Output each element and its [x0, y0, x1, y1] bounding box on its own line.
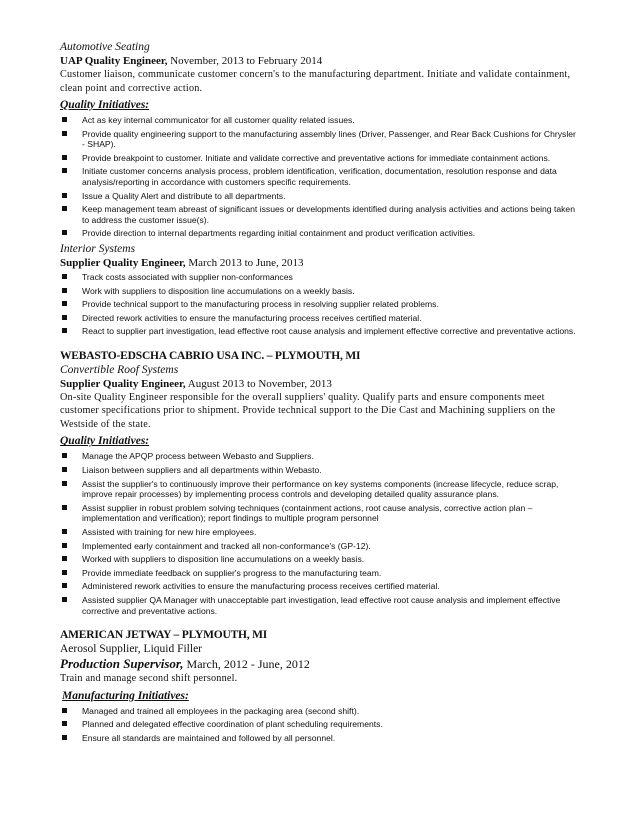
list-item: Planned and delegated effective coordination of plant scheduling requirements. — [60, 719, 580, 730]
square-bullet-icon — [62, 721, 67, 726]
role-description: Customer liaison, communicate customer concern's to the manufacturing department. Initiate and validate containment, clean point and corrective action. — [60, 69, 571, 94]
square-bullet-icon — [62, 467, 67, 472]
division-convertible-roof: Convertible Roof Systems — [60, 363, 179, 376]
role-dates: November, 2013 to February 2014 — [167, 55, 323, 67]
list-item: Keep management team abreast of significant issues or developments identified during analysis activities and actions being taken to address the customer issue(s). — [60, 204, 580, 225]
list-item: Provide quality engineering support to the manufacturing assembly lines (Driver, Passenger, and Rear Back Cushions for Chrysler - SHAP). — [60, 129, 580, 150]
list-item: Ensure all standards are maintained and followed by all personnel. — [60, 733, 580, 744]
square-bullet-icon — [62, 735, 67, 740]
square-bullet-icon — [62, 193, 67, 198]
company-american-jetway: AMERICAN JETWAY – PLYMOUTH, MI — [60, 629, 268, 642]
square-bullet-icon — [62, 708, 67, 713]
role-title: Production Supervisor, — [60, 656, 184, 672]
role-uap-quality-engineer — [60, 54, 580, 68]
square-bullet-icon — [62, 481, 67, 486]
list-item: Directed rework activities to ensure the manufacturing process receives certified material. — [60, 313, 580, 324]
resume-page — [60, 40, 580, 746]
square-bullet-icon — [62, 206, 67, 211]
list-item: Provide breakpoint to customer. Initiate and validate corrective and preventative actions for immediate containment actions. — [60, 153, 580, 164]
list-item: Provide immediate feedback on supplier's progress to the manufacturing team. — [60, 568, 580, 579]
list-item: Issue a Quality Alert and distribute to all departments. — [60, 191, 580, 202]
square-bullet-icon — [62, 583, 67, 588]
square-bullet-icon — [62, 597, 67, 602]
square-bullet-icon — [62, 274, 67, 279]
list-item: Work with suppliers to disposition line accumulations on a weekly basis. — [60, 286, 580, 297]
bullet-list-webasto — [60, 451, 580, 616]
list-item: Manage the APQP process between Webasto and Suppliers. — [60, 451, 580, 462]
list-item: Provide direction to internal departments regarding initial containment and product verification activities. — [60, 228, 580, 239]
square-bullet-icon — [62, 131, 67, 136]
square-bullet-icon — [62, 301, 67, 306]
role-production-supervisor — [60, 656, 580, 672]
square-bullet-icon — [62, 543, 67, 548]
initiatives-heading: Quality Initiatives: — [60, 99, 150, 111]
square-bullet-icon — [62, 453, 67, 458]
square-bullet-icon — [62, 556, 67, 561]
square-bullet-icon — [62, 230, 67, 235]
company-webasto: WEBASTO-EDSCHA CABRIO USA INC. – PLYMOUTH, MI — [60, 349, 361, 362]
list-item: Implemented early containment and tracked all non-conformance's (GP-12). — [60, 541, 580, 552]
list-item: Assisted with training for new hire employees. — [60, 527, 580, 538]
division-interior-systems: Interior Systems — [60, 242, 136, 255]
role-title: UAP Quality Engineer, — [60, 55, 168, 67]
role-title: Supplier Quality Engineer, — [60, 377, 186, 390]
list-item: Assist supplier in robust problem solving techniques (containment actions, root cause analysis, corrective action plan – implementation and verification); report findings to multiple program personnel — [60, 503, 580, 524]
role-supplier-quality-engineer-webasto — [60, 377, 580, 391]
division-automotive-seating: Automotive Seating — [60, 41, 150, 53]
list-item: Track costs associated with supplier non-conformances — [60, 272, 580, 283]
list-item: Managed and trained all employees in the packaging area (second shift). — [60, 706, 580, 717]
list-item: Act as key internal communicator for all customer quality related issues. — [60, 115, 580, 126]
square-bullet-icon — [62, 529, 67, 534]
role-dates: March 2013 to June, 2013 — [185, 256, 304, 269]
role-description: On-site Quality Engineer responsible for the overall suppliers' quality. Qualify parts and ensure components meet customer specifications prior to shipment. Provide technical support to the Die Cast and Machining suppliers on the Westside of the state. — [60, 391, 556, 430]
role-supplier-quality-engineer — [60, 256, 580, 270]
role-title: Supplier Quality Engineer, — [60, 256, 186, 269]
list-item: Administered rework activities to ensure the manufacturing process receives certified material. — [60, 581, 580, 592]
bullet-list-jetway — [60, 706, 580, 744]
division-aerosol: Aerosol Supplier, Liquid Filler — [60, 643, 202, 656]
square-bullet-icon — [62, 288, 67, 293]
initiatives-heading: Manufacturing Initiatives: — [62, 689, 189, 702]
list-item: Initiate customer concerns analysis process, problem identification, verification, documentation, resolution response and data analysis/reporting in accordance with customers specific requirements. — [60, 166, 580, 187]
bullet-list-interior — [60, 272, 580, 337]
list-item: React to supplier part investigation, lead effective root cause analysis and implement effective corrective and preventative actions. — [60, 326, 580, 337]
list-item: Assisted supplier QA Manager with unacceptable part investigation, lead effective root cause analysis and implement effective corrective and preventative actions. — [60, 595, 580, 616]
list-item: Assist the supplier's to continuously improve their performance on key systems components (increase lifecycle, reduce scrap, improve repair processes) by implementing process controls and developing detailed quality assurance plans. — [60, 479, 580, 500]
role-dates: August 2013 to November, 2013 — [185, 377, 332, 390]
square-bullet-icon — [62, 505, 67, 510]
list-item: Liaison between suppliers and all departments within Webasto. — [60, 465, 580, 476]
square-bullet-icon — [62, 168, 67, 173]
role-description: Train and manage second shift personnel. — [60, 673, 238, 685]
square-bullet-icon — [62, 328, 67, 333]
bullet-list-uap — [60, 115, 580, 239]
square-bullet-icon — [62, 570, 67, 575]
list-item: Provide technical support to the manufacturing process in resolving supplier related problems. — [60, 299, 580, 310]
square-bullet-icon — [62, 117, 67, 122]
role-dates: March, 2012 - June, 2012 — [183, 657, 310, 672]
square-bullet-icon — [62, 315, 67, 320]
list-item: Worked with suppliers to disposition line accumulations on a weekly basis. — [60, 554, 580, 565]
initiatives-heading: Quality Initiatives: — [60, 435, 150, 448]
square-bullet-icon — [62, 155, 67, 160]
